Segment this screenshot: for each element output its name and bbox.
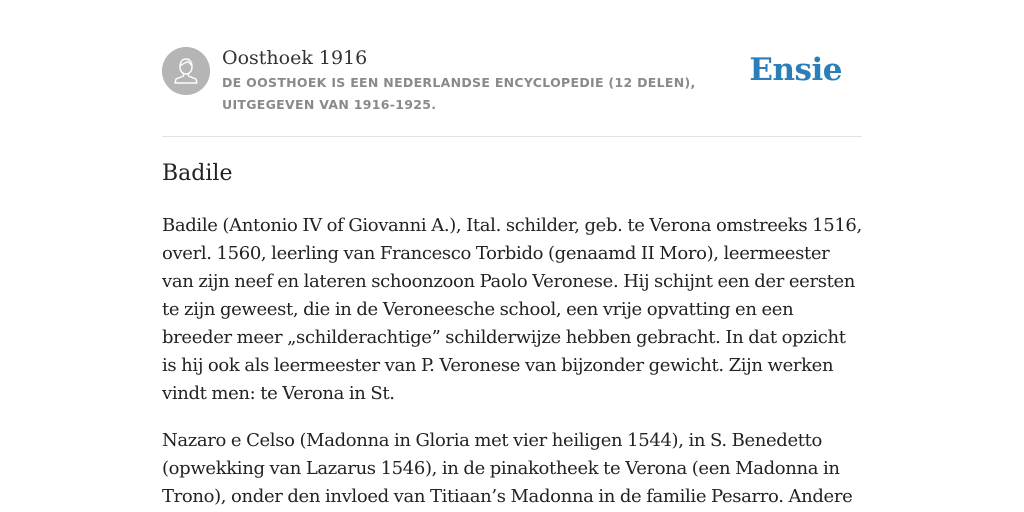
- source-header: [162, 46, 862, 137]
- page: [162, 0, 862, 512]
- article-paragraph: Nazaro e Celso (Madonna in Gloria met vier heiligen 1544), in S. Benedetto (opwekking van Lazarus 1546), in de pinakotheek te Verona (een Madonna in Trono), onder den invloed van Titiaan’s Madonna in de familie Pesarro. Andere: [162, 430, 853, 507]
- article-title: Badile: [162, 161, 233, 186]
- user-avatar-icon: [162, 47, 210, 95]
- source-description: DE OOSTHOEK IS EEN NEDERLANDSE ENCYCLOPEDIE (12 DELEN), UITGEGEVEN VAN 1916-1925.: [222, 75, 696, 112]
- ensie-logo[interactable]: Ensie: [749, 52, 842, 88]
- source-title[interactable]: Oosthoek 1916: [222, 47, 368, 69]
- article-body: [162, 212, 862, 512]
- article-paragraph: Badile (Antonio IV of Giovanni A.), Ital. schilder, geb. te Verona omstreeks 1516, overl. 1560, leerling van Francesco Torbido (genaamd II Moro), leermeester van zijn neef en lateren schoonzoon Paolo Veronese. Hij schijnt een der eersten te zijn geweest, die in de Veroneesche school, een vrije opvatting en een breeder meer „schilderachtige” schilderwijze hebben gebracht. In dat opzicht is hij ook als leermeester van P. Veronese van bijzonder gewicht. Zijn werken vindt men: te Verona in St.: [162, 215, 862, 404]
